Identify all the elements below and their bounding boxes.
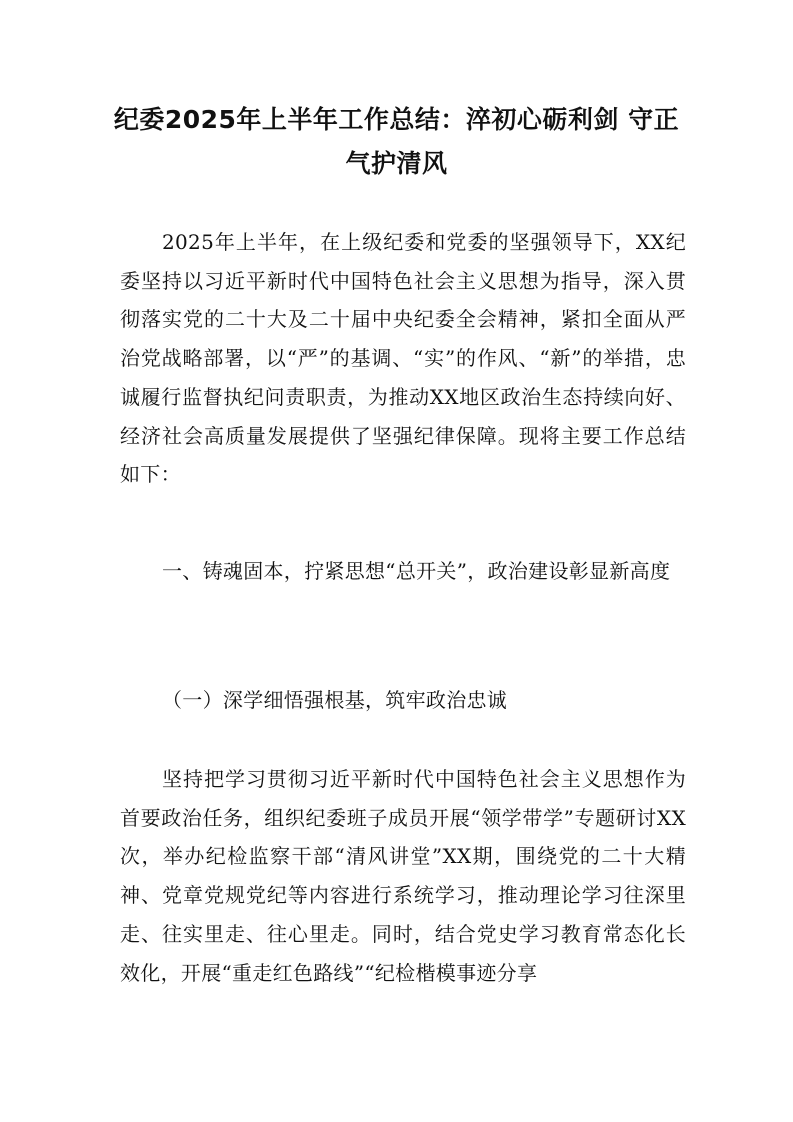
- intro-paragraph: 2025年上半年，在上级纪委和党委的坚强领导下，XX纪委坚持以习近平新时代中国特色社会主义思想为指导，深入贯彻落实党的二十大及二十届中央纪委全会精神，紧扣全面从严治党战略部署，以“严”的基调、“实”的作风、“新”的举措，忠诚履行监督执纪问责职责，为推动XX地区政治生态持续向好、经济社会高质量发展提供了坚强纪律保障。现将主要工作总结如下：: [120, 230, 686, 487]
- subsection-heading: （一）深学细悟强根基，筑牢政治忠诚: [162, 688, 508, 712]
- section-heading: 一、铸魂固本，拧紧思想“总开关”，政治建设彰显新高度: [162, 559, 671, 583]
- body-paragraph: 坚持把学习贯彻习近平新时代中国特色社会主义思想作为首要政治任务，组织纪委班子成员开展“领学带学”专题研讨XX次，举办纪检监察干部“清风讲堂”XX期，围绕党的二十大精神、党章党规党纪等内容进行系统学习，推动理论学习往深里走、往实里走、往心里走。同时，结合党史学习教育常态化长效化，开展“重走红色路线”“纪检楷模事迹分享: [120, 767, 686, 985]
- document-title: 纪委2025年上半年工作总结：淬初心砺利剑 守正气护清风: [113, 105, 680, 178]
